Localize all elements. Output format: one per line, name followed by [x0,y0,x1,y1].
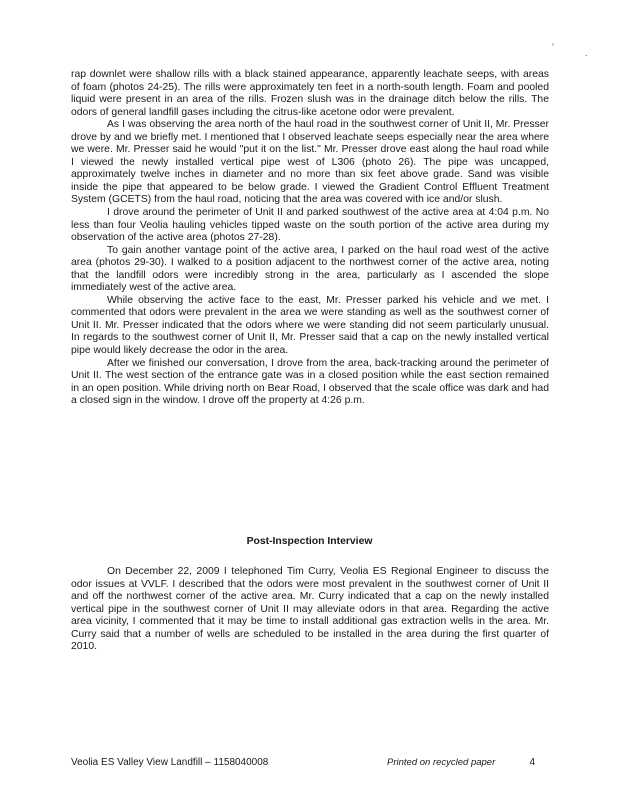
page-number: 4 [529,757,535,768]
paragraph: To gain another vantage point of the active area, I parked on the haul road west of the active area (photos 29-30). I walked to a position adjacent to the northwest corner of the active area, noting that the landfill odors were incredibly strong in the area, particularly as I ascended the slope immediately west of the active area. [71,244,549,294]
paragraph: As I was observing the area north of the haul road in the southwest corner of Unit II, Mr. Presser drove by and we briefly met. I mentioned that I observed leachate seeps especially near the area where we were. Mr. Presser said he would "put it on the list." Mr. Presser drove east along the haul road while I viewed the newly installed vertical pipe west of L306 (photo 26). The pipe was uncapped, approximately twelve inches in diameter and no more than six feet above grade. Sand was visible inside the pipe that appeared to be below grade. I viewed the Gradient Control Effluent Treatment System (GCETS) from the haul road, noticing that the area was covered with ice and/or slush. [71,119,549,206]
page-footer [71,757,549,771]
paragraph: On December 22, 2009 I telephoned Tim Curry, Veolia ES Regional Engineer to discuss the odor issues at VVLF. I described that the odors were most prevalent in the southwest corner of Unit II and off the northwest corner of the active area. Mr. Curry indicated that a cap on the newly installed vertical pipe in the southwest corner of Unit II may alleviate odors in that area. Regarding the active area vicinity, I commented that it may be time to install additional gas extraction wells in the area. Mr. Curry said that a number of wells are scheduled to be installed in the area during the first quarter of 2010. [71,566,549,653]
scan-mark: ' [552,42,554,52]
report-body [71,69,549,408]
paragraph: While observing the active face to the east, Mr. Presser parked his vehicle and we met. I commented that odors were prevalent in the area we were standing as well as the southwest corner of Unit II. Mr. Presser indicated that the odors where we were standing did not seem particularly unusual. In regards to the southwest corner of Unit II, Mr. Presser said that a cap on the newly installed vertical pipe would likely decrease the odor in the area. [71,294,549,357]
scan-mark: . [585,48,588,58]
paragraph: I drove around the perimeter of Unit II and parked southwest of the active area at 4:04 p.m. No less than four Veolia hauling vehicles tipped waste on the south portion of the active area during my observation of the active area (photos 27-28). [71,207,549,244]
paragraph: After we finished our conversation, I drove from the area, back-tracking around the perimeter of Unit II. The west section of the entrance gate was in a closed position while the east section remained in an open position. While driving north on Bear Road, I observed that the scale office was dark and had a closed sign in the window. I drove off the property at 4:26 p.m. [71,357,549,407]
paragraph: rap downlet were shallow rills with a black stained appearance, apparently leachate seeps, with areas of foam (photos 24-25). The rills were approximately ten feet in a north-south length. Foam and pooled liquid were present in an area of the rills. Frozen slush was in the drainage ditch below the rills. The odors of general landfill gases including the citrus-like acetone odor were prevalent. [71,69,549,118]
footer-document-id: Veolia ES Valley View Landfill – 1158040008 [71,757,269,768]
section-heading: Post-Inspection Interview [246,536,373,547]
footer-recycled-note: Printed on recycled paper [387,757,496,768]
interview-body [71,566,549,654]
